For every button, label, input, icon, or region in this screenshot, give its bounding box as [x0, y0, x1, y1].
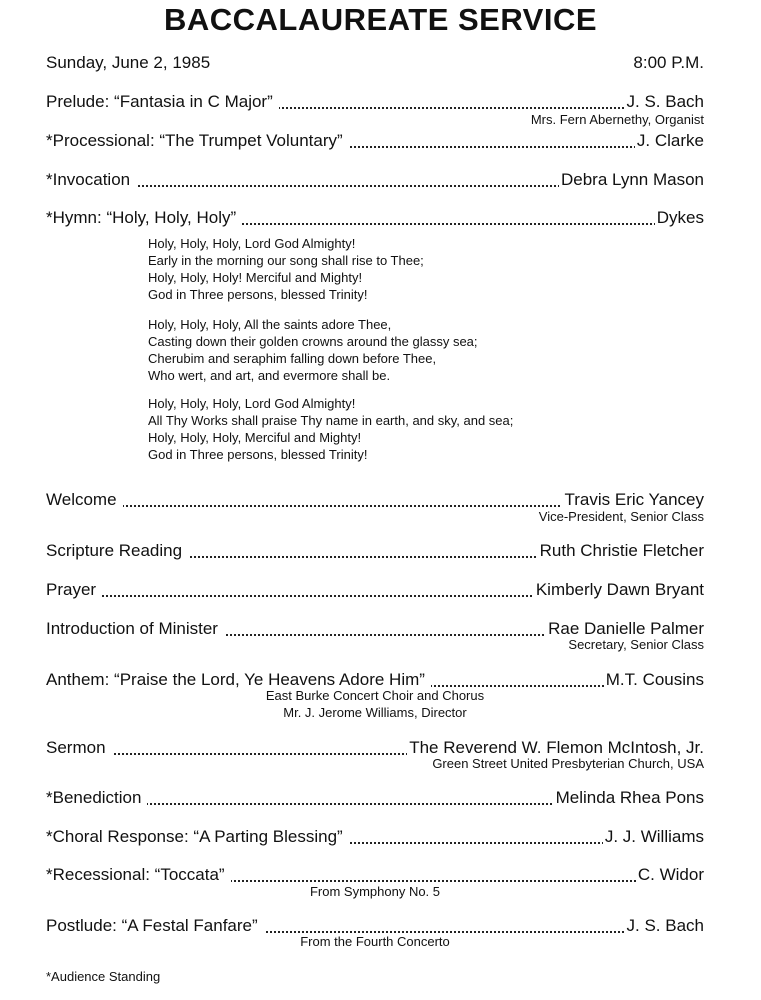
item-label: Scripture Reading	[46, 540, 188, 562]
hymn-verse-3	[148, 395, 513, 463]
verse-line: Holy, Holy, Holy, Lord God Almighty!	[148, 396, 356, 411]
program-title: BACCALAUREATE SERVICE	[163, 2, 598, 37]
item-subtitle: Vice-President, Senior Class	[538, 509, 704, 524]
item-performer: J. J. Williams	[604, 827, 704, 846]
item-subtitle: From Symphony No. 5	[309, 884, 441, 899]
item-label: Sermon	[46, 737, 112, 759]
verse-line: Holy, Holy, Holy, All the saints adore Thee,	[148, 317, 392, 332]
item-performer: C. Widor	[637, 865, 704, 884]
verse-line: All Thy Works shall praise Thy name in earth, and sky, and sea;	[148, 413, 514, 428]
item-label: Prayer	[46, 579, 102, 601]
item-subtitle: From the Fourth Concerto	[300, 934, 450, 949]
item-subtitle: Secretary, Senior Class	[568, 637, 704, 652]
item-label: Prelude: “Fantasia in C Major”	[46, 91, 279, 113]
verse-line: Casting down their golden crowns around the glassy sea;	[148, 334, 478, 349]
item-subtitle: Mr. J. Jerome Williams, Director	[283, 705, 467, 720]
service-date: Sunday, June 2, 1985	[46, 53, 211, 72]
verse-line: Holy, Holy, Holy! Merciful and Mighty!	[148, 270, 363, 285]
verse-line: Who wert, and art, and evermore shall be.	[148, 368, 391, 383]
item-label: Welcome	[46, 489, 123, 511]
program-item-benediction	[46, 787, 704, 809]
verse-line: God in Three persons, blessed Trinity!	[148, 447, 368, 462]
program-item-prelude	[46, 91, 704, 113]
item-performer: Travis Eric Yancey	[564, 490, 704, 509]
item-performer: Kimberly Dawn Bryant	[535, 580, 704, 599]
item-label: Anthem: “Praise the Lord, Ye Heavens Adore Him”	[46, 669, 431, 691]
program-item-welcome	[46, 489, 704, 511]
item-label: *Processional: “The Trumpet Voluntary”	[46, 130, 349, 152]
item-label: *Invocation	[46, 169, 136, 191]
date-line	[46, 53, 704, 73]
verse-line: Cherubim and seraphim falling down before Thee,	[148, 351, 437, 366]
item-label: *Choral Response: “A Parting Blessing”	[46, 826, 349, 848]
verse-line: Holy, Holy, Holy, Merciful and Mighty!	[148, 430, 362, 445]
program-item-hymn	[46, 207, 704, 229]
footnote: *Audience Standing	[46, 969, 161, 984]
item-performer: J. S. Bach	[626, 916, 704, 935]
item-label: Introduction of Minister	[46, 618, 224, 640]
hymn-verse-1	[148, 235, 424, 303]
program-item-choral-response	[46, 826, 704, 848]
program-item-recessional	[46, 864, 704, 886]
item-label: *Recessional: “Toccata”	[46, 864, 231, 886]
item-label: *Benediction	[46, 787, 147, 809]
item-performer: J. Clarke	[636, 131, 704, 150]
item-performer: Debra Lynn Mason	[560, 170, 704, 189]
item-performer: Melinda Rhea Pons	[555, 788, 704, 807]
program-item-scripture	[46, 540, 704, 562]
item-label: Postlude: “A Festal Fanfare”	[46, 915, 264, 937]
item-performer: Rae Danielle Palmer	[548, 619, 704, 638]
verse-line: Early in the morning our song shall rise to Thee;	[148, 253, 424, 268]
item-subtitle: Green Street United Presbyterian Church, USA	[432, 756, 704, 771]
item-performer: Ruth Christie Fletcher	[539, 541, 704, 560]
item-performer: Dykes	[656, 208, 704, 227]
program-item-processional	[46, 130, 704, 152]
hymn-verse-2	[148, 316, 478, 384]
item-performer: J. S. Bach	[626, 92, 704, 111]
service-time: 8:00 P.M.	[633, 53, 704, 72]
program-item-invocation	[46, 169, 704, 191]
verse-line: God in Three persons, blessed Trinity!	[148, 287, 368, 302]
item-subtitle: Mrs. Fern Abernethy, Organist	[530, 112, 704, 127]
program-item-prayer	[46, 579, 704, 601]
item-label: *Hymn: “Holy, Holy, Holy”	[46, 207, 242, 229]
item-performer: M.T. Cousins	[605, 670, 704, 689]
item-subtitle: East Burke Concert Choir and Chorus	[265, 688, 485, 703]
verse-line: Holy, Holy, Holy, Lord God Almighty!	[148, 236, 356, 251]
item-performer: The Reverend W. Flemon McIntosh, Jr.	[409, 738, 704, 757]
